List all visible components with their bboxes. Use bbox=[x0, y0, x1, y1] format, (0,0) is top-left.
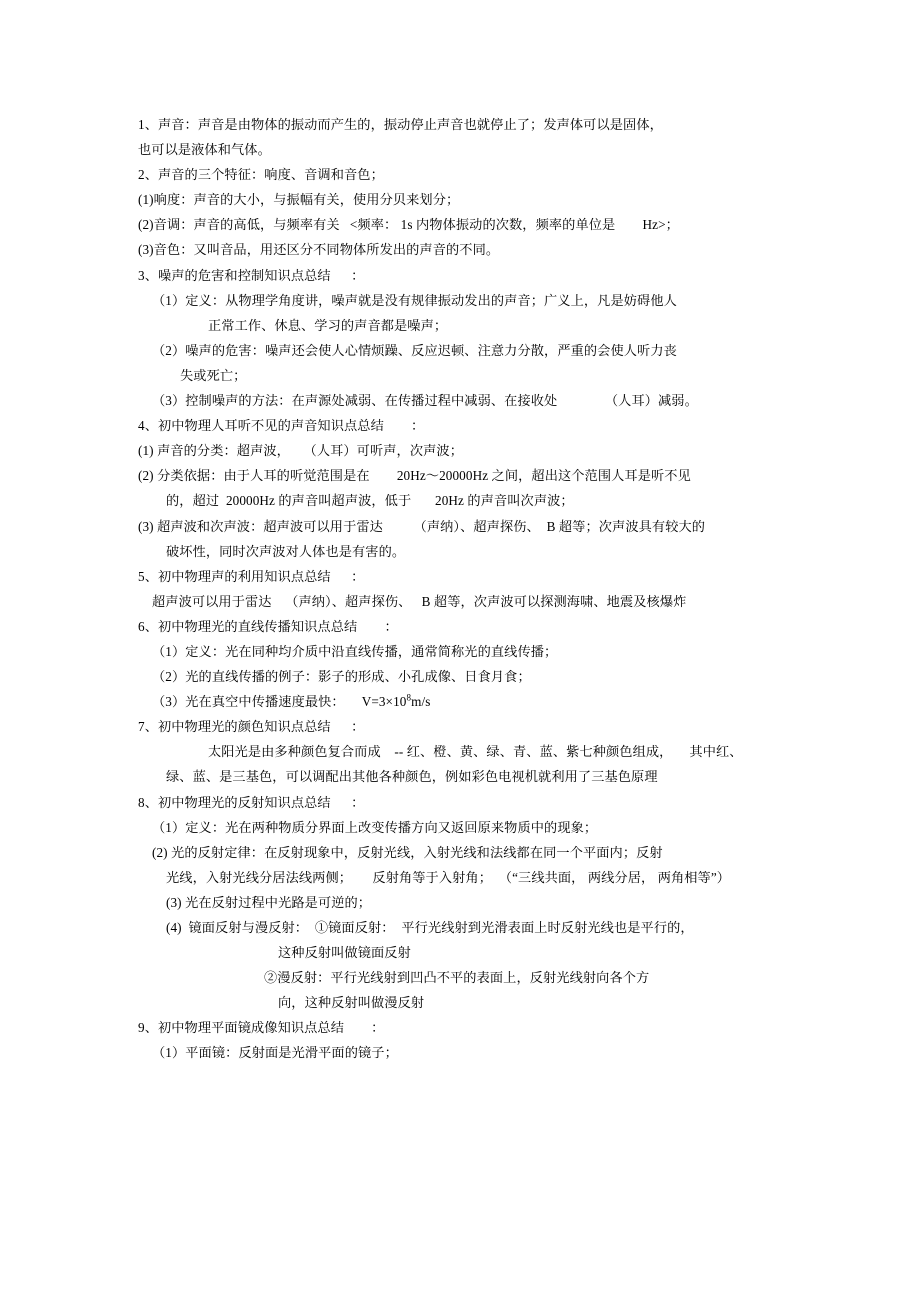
document-line: 也可以是液体和气体。 bbox=[138, 142, 271, 158]
document-line: 破坏性，同时次声波对人体也是有害的。 bbox=[166, 543, 406, 559]
document-line: 6、初中物理光的直线传播知识点总结 ： bbox=[138, 618, 398, 634]
document-body bbox=[138, 112, 802, 1066]
document-line: 7、初中物理光的颜色知识点总结 ： bbox=[138, 719, 365, 735]
line-tail-text: m/s bbox=[411, 694, 431, 710]
document-line: 8、初中物理光的反射知识点总结 ： bbox=[138, 794, 365, 810]
document-line: 5、初中物理声的利用知识点总结 ： bbox=[138, 568, 365, 584]
document-line: (1)响度：声音的大小，与振幅有关，使用分贝来划分； bbox=[138, 192, 460, 208]
document-line: (3) 光在反射过程中光路是可逆的； bbox=[166, 894, 372, 910]
document-line: 这种反射叫做镜面反射 bbox=[278, 945, 411, 961]
document-line: (4) 镜面反射与漫反射： ①镜面反射： 平行光线射到光滑表面上时反射光线也是平行的， bbox=[166, 920, 694, 935]
document-line: 9、初中物理平面镜成像知识点总结 ： bbox=[138, 1020, 385, 1036]
document-line: （1）平面镜：反射面是光滑平面的镜子； bbox=[152, 1045, 398, 1061]
document-line: 2、声音的三个特征：响度、音调和音色； bbox=[138, 167, 384, 183]
superscript-exponent: 8 bbox=[406, 692, 412, 703]
document-line: （2）光的直线传播的例子：影子的形成、小孔成像、日食月食； bbox=[152, 669, 531, 685]
document-line: （1）定义：光在同种均介质中沿直线传播，通常简称光的直线传播； bbox=[152, 643, 558, 659]
document-line: 光线，入射光线分居法线两侧； 反射角等于入射角； （“三线共面， 两线分居， 两角相等”） bbox=[166, 869, 731, 885]
document-line: (2) 分类依据：由于人耳的听觉范围是在 20Hz～20000Hz 之间，超出这个范围人耳是听不见 bbox=[138, 468, 691, 484]
document-line: （1）定义：从物理学角度讲，噪声就是没有规律振动发出的声音；广义上，凡是妨碍他人 bbox=[152, 292, 677, 308]
document-line: 绿、蓝、是三基色，可以调配出其他各种颜色，例如彩色电视机就利用了三基色原理 bbox=[166, 769, 658, 785]
document-line: (2) 光的反射定律：在反射现象中，反射光线，入射光线和法线都在同一个平面内；反射 bbox=[152, 844, 663, 860]
document-line: (1) 声音的分类：超声波， （人耳）可听声，次声波； bbox=[138, 443, 463, 459]
document-line: 1、声音：声音是由物体的振动而产生的，振动停止声音也就停止了；发声体可以是固体， bbox=[138, 117, 663, 132]
document-line: （1）定义：光在两种物质分界面上改变传播方向又返回原来物质中的现象； bbox=[152, 819, 598, 835]
document-line: (2)音调：声音的高低，与频率有关 <频率： 1s 内物体振动的次数，频率的单位是 Hz>； bbox=[138, 217, 679, 233]
document-line: ②漫反射：平行光线射到凹凸不平的表面上，反射光线射向各个方 bbox=[264, 970, 650, 986]
document-line: (3) 超声波和次声波：超声波可以用于雷达 （声纳）、超声探伤、 B 超等；次声波具有较大的 bbox=[138, 518, 706, 534]
document-line: 向，这种反射叫做漫反射 bbox=[278, 995, 425, 1011]
document-line: 4、初中物理人耳听不见的声音知识点总结 ： bbox=[138, 418, 425, 434]
document-line: （3）控制噪声的方法：在声源处减弱、在传播过程中减弱、在接收处 （人耳）减弱。 bbox=[152, 393, 698, 409]
document-line: 失或死亡； bbox=[180, 367, 247, 383]
document-line: （3）光在真空中传播速度最快： $V=3\times 10^8m/s$ bbox=[152, 692, 431, 710]
document-line: 太阳光是由多种颜色复合而成 -- 红、橙、黄、绿、青、蓝、紫七种颜色组成， 其中红、 bbox=[208, 744, 743, 760]
document-line: 正常工作、休息、学习的声音都是噪声； bbox=[208, 317, 448, 333]
document-line: 超声波可以用于雷达 （声纳）、超声探伤、 B 超等，次声波可以探测海啸、地震及核爆炸 bbox=[152, 593, 687, 609]
document-line: 的，超过 20000Hz 的声音叫超声波，低于 20Hz 的声音叫次声波； bbox=[166, 493, 574, 509]
document-line: (3)音色：又叫音品，用还区分不同物体所发出的声音的不同。 bbox=[138, 242, 500, 258]
document-line: 3、噪声的危害和控制知识点总结 ： bbox=[138, 267, 365, 283]
document-line: （2）噪声的危害：噪声还会使人心情烦躁、反应迟顿、注意力分散，严重的会使人听力丧 bbox=[152, 342, 677, 358]
